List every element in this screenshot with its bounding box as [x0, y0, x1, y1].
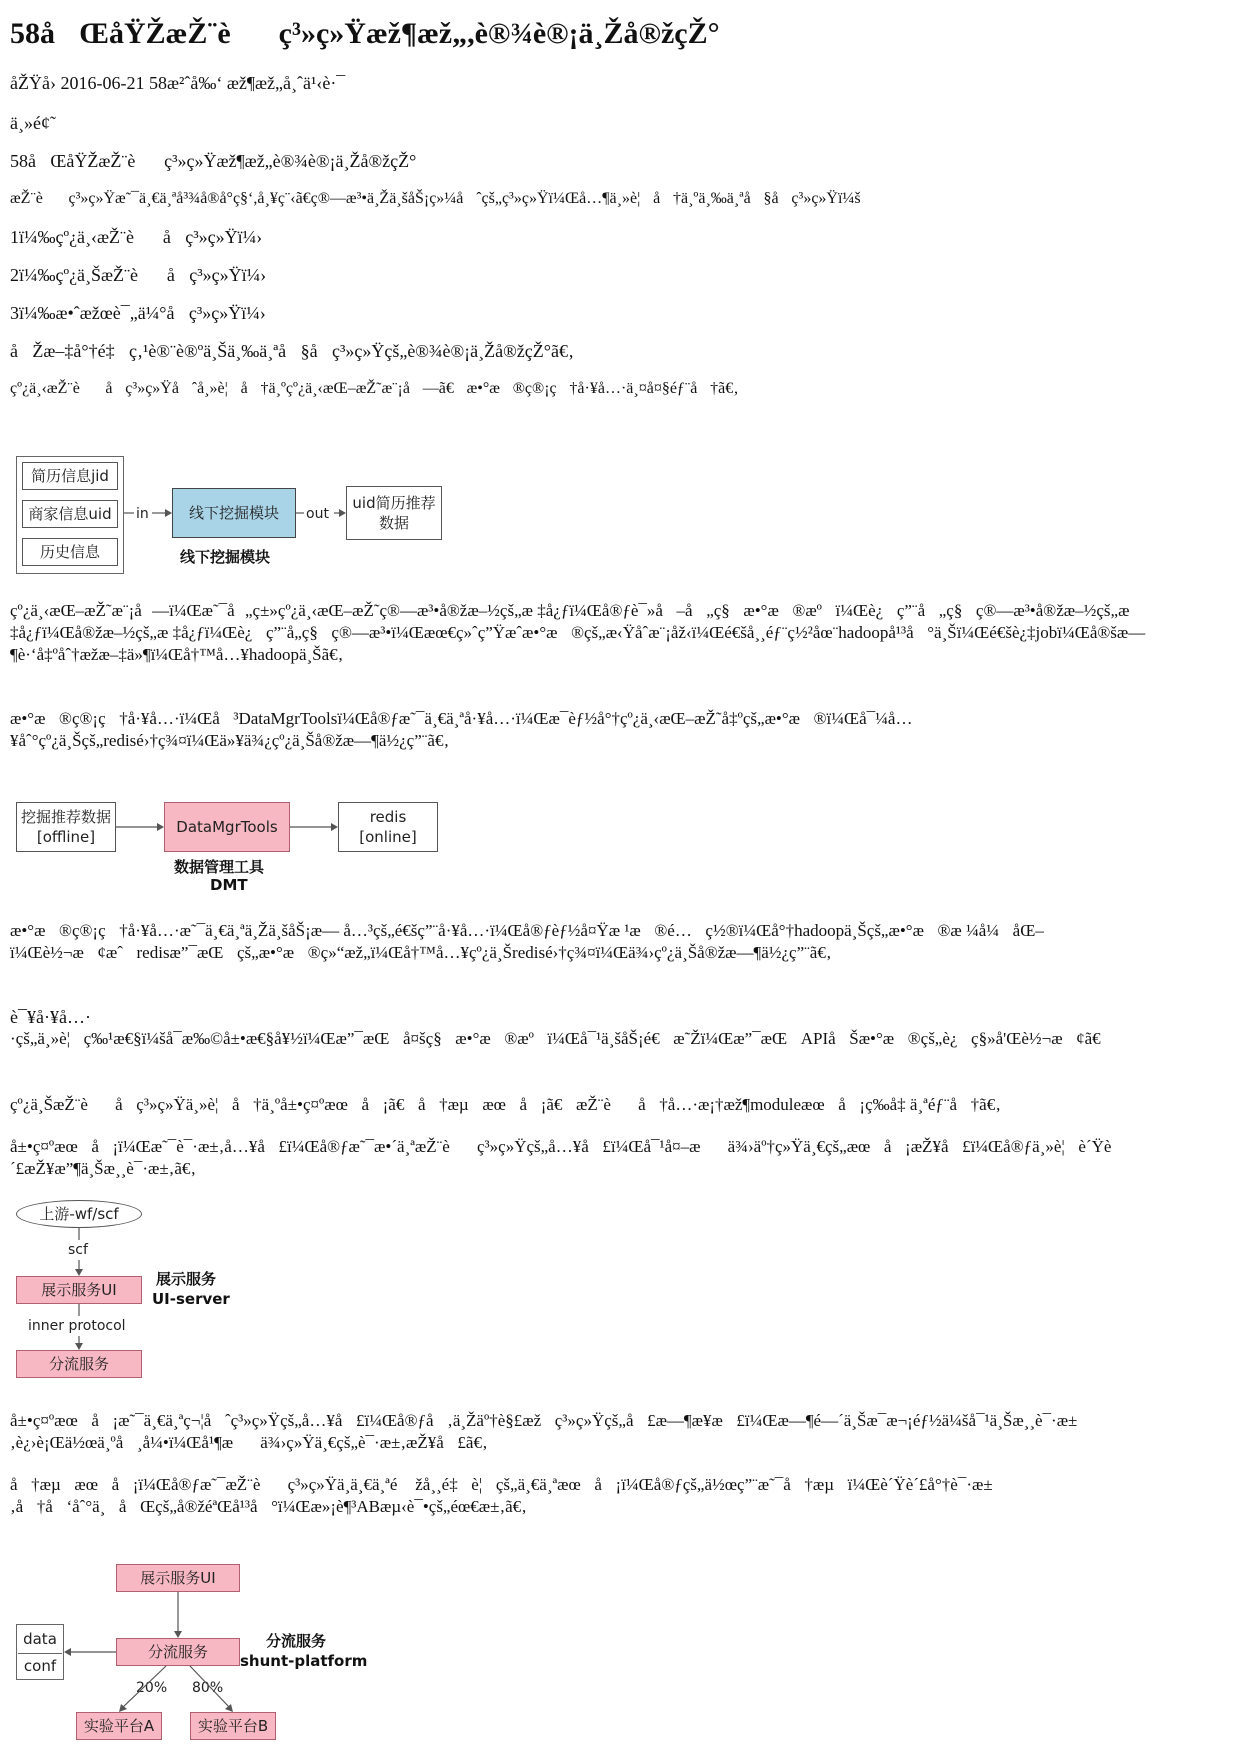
paragraph-11: æ•°æ®ç®¡ç†å·¥å…·æ˜¯ä¸€ä¸ªä¸Žä¸šåŠ¡æ— å…³çš„é€šç”¨å·¥å…·ï¼Œå®ƒèƒ½å¤Ÿæ ¹æ®é…ç½®ï¼Œå°†hadoopä¸Šçš„æ•°æ®æ ¼å¼åŒ–ï¼Œè½¬æ¢æˆredisæ”¯æŒçš„æ•°æ®ç»“æž„ï¼Œå†™å…¥çº¿ä¸Šredisé›†ç¾¤ï¼Œä¾›çº¿ä¸Šå®žæ—¶ä½¿ç”¨ã€‚	[10, 921, 1044, 962]
output-box: uid简历推荐数据	[346, 486, 442, 540]
shunt-service-box: 分流服务	[16, 1350, 142, 1378]
paragraph-10: æ•°æ®ç®¡ç†å·¥å…·ï¼Œå³DataMgrToolsï¼Œå®ƒæ˜¯ä¸€ä¸ªå·¥å…·ï¼Œæ¯èƒ½å°†çº¿ä¸‹æŒ–æŽ˜å‡ºçš„æ•°æ®ï¼Œå¯¼å…¥åˆ°çº¿ä¸Šçš„redisé›†ç¾¤ï¼Œä»¥ä¾¿çº¿ä¸Šå®žæ—¶ä½¿ç”¨ã€‚	[10, 709, 913, 750]
paragraph-6: 3ï¼‰æ•ˆæžœè¯„ä¼°åç³»ç»Ÿï¼›	[10, 303, 266, 323]
paragraph-14: å±•ç¤ºæœå¡ï¼Œæ˜¯è¯·æ±‚å…¥å£ï¼Œå®ƒæ˜¯æ•´ä¸ªæŽ¨èç³»ç»Ÿçš„å…¥å£ï¼Œå¯¹å¤–æä¾›äº†ç»Ÿä¸€çš„æœå¡æŽ¥å£ï¼Œå®ƒä¸»è¦è´Ÿè´£æŽ¥æ”¶ä¸Šæ¸¸è¯·æ±‚ã€‚	[10, 1137, 1112, 1178]
paragraph-4: 1ï¼‰çº¿ä¸‹æŽ¨èåç³»ç»Ÿï¼›	[10, 227, 263, 247]
paragraph-8: çº¿ä¸‹æŽ¨èåç³»ç»Ÿåˆå¸»è¦å†ä¸ºçº¿ä¸‹æŒ–æŽ˜æ¨¡å—ã€æ•°æ®ç®¡ç†å·¥å…·ä¸¤å¤§éƒ¨å†ã€‚	[10, 380, 739, 397]
upstream-node: 上游-wf/scf	[16, 1200, 142, 1228]
conf-label: conf	[18, 1653, 62, 1677]
datamgrtools-box: DataMgrTools	[164, 802, 290, 852]
document-title: 58åŒåŸŽæŽ¨èç³»ç»Ÿæž¶æž„,è®¾è®¡ä¸Žå®žçŽ°	[10, 17, 720, 50]
input-resume-box: 简历信息jid	[22, 462, 118, 490]
paragraph-2: 58åŒåŸŽæŽ¨èç³»ç»Ÿæž¶æž„è®¾è®¡ä¸Žå®žçŽ°	[10, 151, 417, 171]
ui-service-box-2: 展示服务UI	[116, 1564, 240, 1592]
paragraph-1: ä¸»é¢˜	[10, 113, 56, 133]
data-label: data	[18, 1627, 62, 1651]
input-merchant-box: 商家信息uid	[22, 500, 118, 528]
ui-service-box: 展示服务UI	[16, 1276, 142, 1304]
edge-in-label: in	[136, 506, 149, 522]
lab-b-box: 实验平台B	[190, 1712, 276, 1740]
input-history-box: 历史信息	[22, 538, 118, 566]
edge-inner-protocol-label: inner protocol	[28, 1318, 126, 1334]
split-a-label: 20%	[136, 1680, 168, 1696]
edge-scf-label: scf	[68, 1242, 88, 1258]
shunt-service-box-2: 分流服务	[116, 1638, 240, 1666]
split-b-label: 80%	[192, 1680, 224, 1696]
paragraph-12b: ·çš„ä¸»è¦ç‰¹æ€§ï¼šå¯æ‰©å±•æ€§å¥½ï¼Œæ”¯æŒå¤šç§æ•°æ®æºï¼Œå¯¹ä¸šåŠ¡é€æ˜Žï¼Œæ”¯æŒAPIåŠæ•°æ®çš„è¿ç§»å'Œè½¬æ¢ã€	[10, 1029, 1101, 1048]
paragraph-7: åŽæ–‡å°†é‡ç‚¹è®¨è®ºä¸Šä¸‰ä¸ªå§åç³»ç»Ÿçš„è®¾è®¡ä¸Žå®žçŽ°ã€‚	[10, 341, 574, 361]
edge-out-label: out	[306, 506, 329, 522]
redis-online-box: redis [online]	[338, 802, 438, 852]
document-meta: åŽŸå› 2016-06-21 58æ²ˆå‰‘ æž¶æž„å¸ˆä¹‹è·¯	[10, 73, 346, 93]
lab-a-box: 实验平台A	[76, 1712, 162, 1740]
offline-module-box: 线下挖掘模块	[172, 488, 296, 538]
diagram3-caption-en: UI-server	[152, 1290, 230, 1308]
paragraph-12a: è¯¥å·¥å…·	[10, 1007, 91, 1027]
diagram2-caption-en: DMT	[210, 876, 248, 894]
paragraph-15: å±•ç¤ºæœå¡æ˜¯ä¸€ä¸ªç¬¦åˆç³»ç»Ÿçš„å…¥å£ï¼Œå®ƒå‚ä¸Žäº†è§£æžç³»ç»Ÿçš„å£æ—¶æ¥æ£ï¼Œæ—¶é—´ä¸Šæ¯æ¬¡éƒ½ä¼šå¯¹ä¸Šæ¸¸è¯·æ±‚è¿›è¡Œä½œä¸ºå¸å¼•ï¼Œå¹¶æä¾›ç»Ÿä¸€çš„è¯·æ±‚æŽ¥å£ã€‚	[10, 1411, 1078, 1452]
paragraph-3: æŽ¨èç³»ç»Ÿæ˜¯ä¸€ä¸ªå³¾å®å°ç§‘,å¸¥ç¨‹ã€ç®—æ³•ä¸Žä¸šåŠ¡ç»¼åˆçš„ç³»ç»Ÿï¼Œå…¶ä¸»è¦å†ä¸ºä¸‰ä¸ªå§åç³»ç»Ÿï¼š	[10, 190, 861, 207]
paragraph-16: å†æµæœå¡ï¼Œå®ƒæ˜¯æŽ¨èç³»ç»Ÿä¸ä¸€ä¸ªé žå¸¸é‡è¦çš„ä¸€ä¸ªæœå¡ï¼Œå®ƒçš„ä½œç”¨æ˜¯å†æµï¼Œè´Ÿè´£å°†è¯·æ±‚å†å‘åˆ°ä¸åŒçš„å®žéªŒå¹³å°ï¼Œæ»¡è¶³ABæµ‹è¯•çš„éœ€æ±‚ã€‚	[10, 1475, 993, 1516]
paragraph-9: çº¿ä¸‹æŒ–æŽ˜æ¨¡å—ï¼Œæ˜¯å„ç±»çº¿ä¸‹æŒ–æŽ˜ç®—æ³•å®žæ–½çš„æ ‡å¿ƒï¼Œå®ƒè¯»å–å„ç§æ•°æ®æºï¼Œè¿ç”¨å„ç§ç®—æ³•å®žæ–½çš„æ ‡å¿ƒï¼Œå®žæ–½çš„æ ‡å¿ƒï¼Œè¿ç”¨å„ç§ç®—æ³•ï¼Œæœ€ç»ˆç”Ÿæˆæ•°æ®çš„æ‹Ÿåˆæ¨¡åž‹ï¼Œé€šå¸¸éƒ¨ç½²åœ¨hadoopå¹³å°ä¸Šï¼Œé€šè¿‡jobï¼Œå®šæ—¶è·‘å‡ºåˆ†æžæ–‡ä»¶ï¼Œå†™å…¥hadoopä¸Šã€‚	[10, 601, 1146, 664]
paragraph-5: 2ï¼‰çº¿ä¸ŠæŽ¨èåç³»ç»Ÿï¼›	[10, 265, 267, 285]
paragraph-13: çº¿ä¸ŠæŽ¨èåç³»ç»Ÿä¸»è¦å†ä¸ºå±•ç¤ºæœå¡ã€å†æµæœå¡ã€æŽ¨èå†å…·æ¡†æž¶moduleæœå¡ç‰å‡ ä¸ªéƒ¨å†ã€‚	[10, 1095, 1001, 1114]
diagram3-caption-cn: 展示服务	[156, 1270, 217, 1288]
diagram4-caption-en: shunt-platform	[240, 1652, 368, 1670]
diagram4-caption-cn: 分流服务	[266, 1632, 327, 1650]
offline-data-box: 挖掘推荐数据[offline]	[16, 802, 116, 852]
diagram2-caption-cn: 数据管理工具	[174, 858, 265, 876]
diagram1-caption: 线下挖掘模块	[180, 548, 271, 566]
